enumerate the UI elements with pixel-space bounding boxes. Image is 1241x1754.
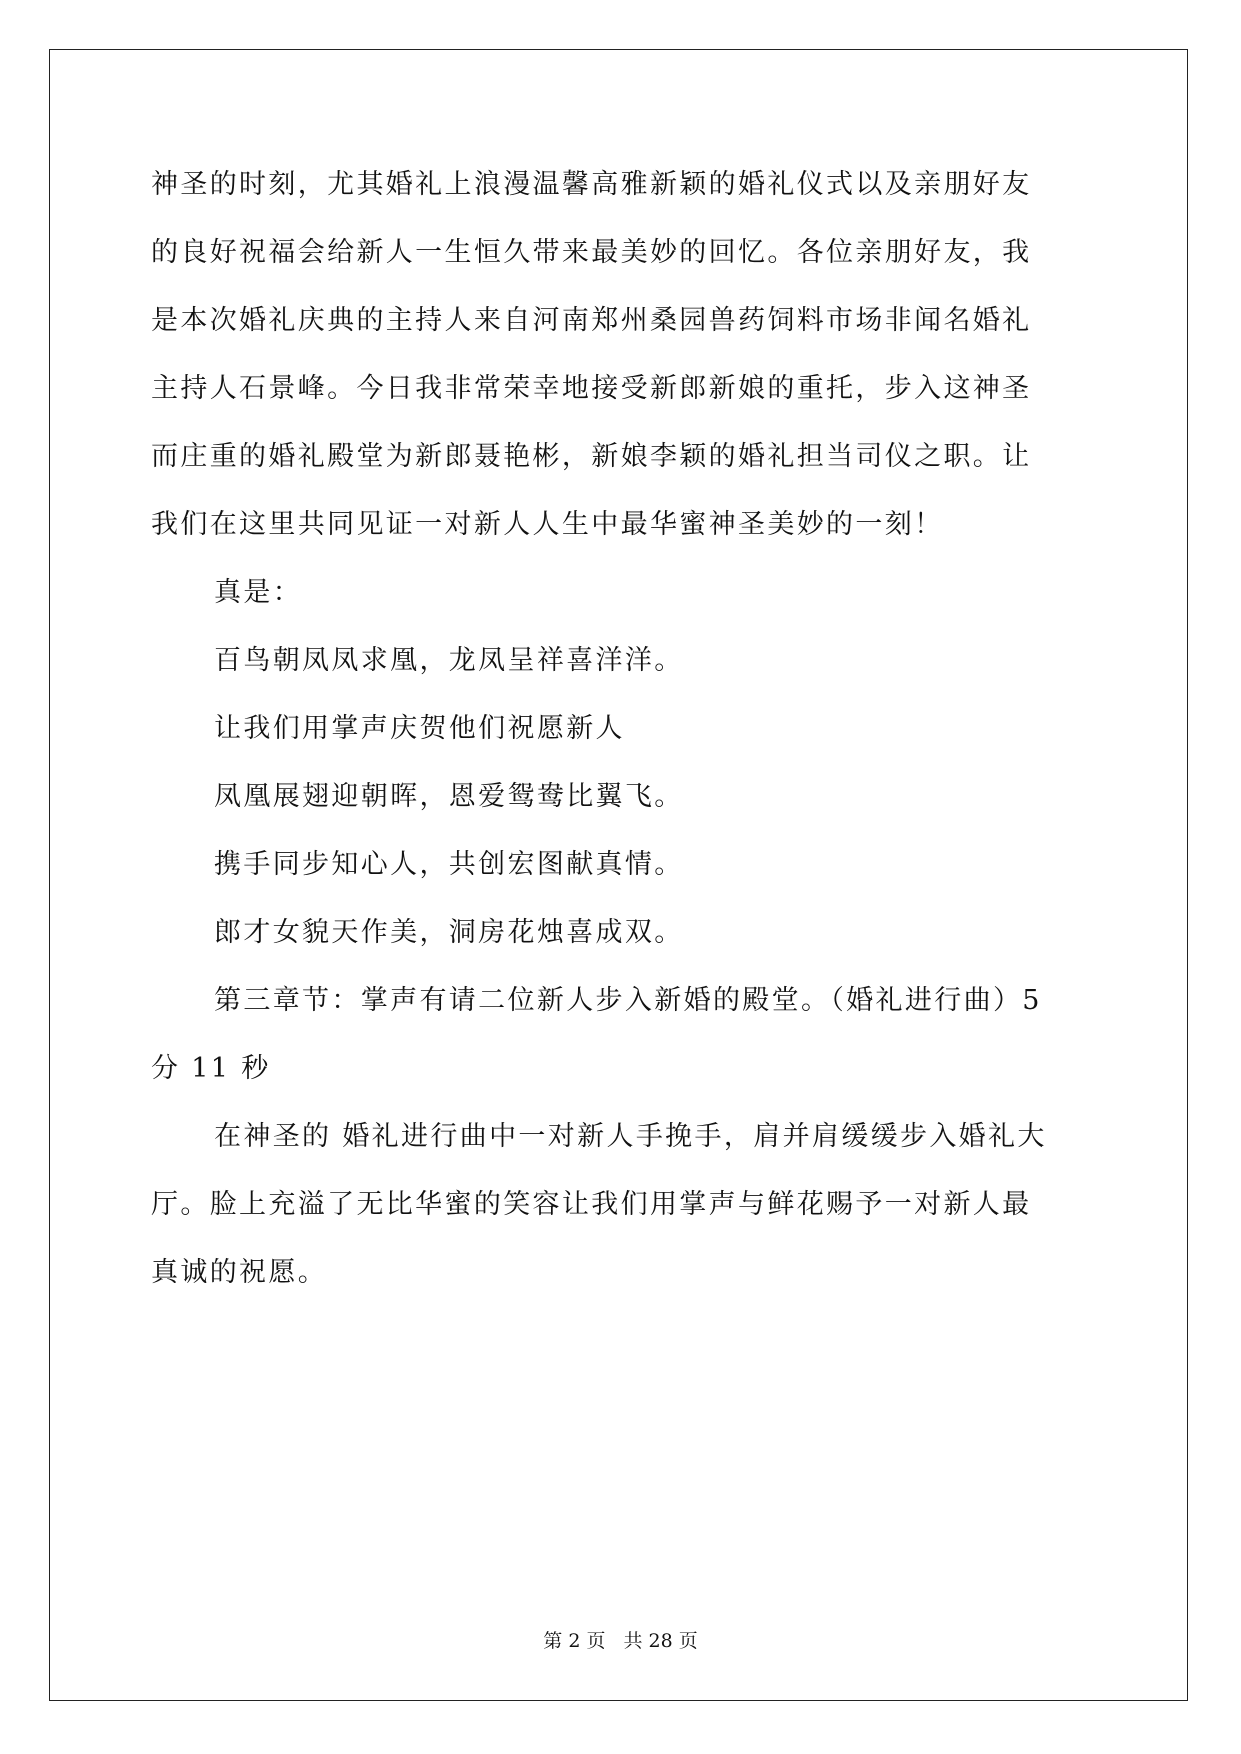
body-line: 让我们用掌声庆贺他们祝愿新人 (214, 713, 625, 744)
poem-line: 郎才女貌天作美，洞房花烛喜成双。 (214, 917, 684, 948)
poem-line: 百鸟朝凤凤求凰，龙凤呈祥喜洋洋。 (214, 645, 684, 676)
body-line: 我们在这里共同见证一对新人人生中最华蜜神圣美妙的一刻！ (151, 509, 944, 540)
poem-line: 凤凰展翅迎朝晖，恩爱鸳鸯比翼飞。 (214, 781, 684, 812)
page-total: 共 28 页 (623, 1630, 698, 1652)
section-heading: 第三章节：掌声有请二位新人步入新婚的殿堂。（婚礼进行曲）5 (214, 985, 1042, 1016)
body-line: 在神圣的 婚礼进行曲中一对新人手挽手，肩并肩缓缓步入婚礼大 (214, 1121, 1047, 1152)
body-line: 神圣的时刻，尤其婚礼上浪漫温馨高雅新颖的婚礼仪式以及亲朋好友 (151, 169, 1032, 200)
body-line: 的良好祝福会给新人一生恒久带来最美妙的回忆。各位亲朋好友，我 (151, 237, 1032, 268)
body-line: 主持人石景峰。今日我非常荣幸地接受新郎新娘的重托，步入这神圣 (151, 373, 1032, 404)
body-line: 分 11 秒 (151, 1053, 271, 1084)
page-footer (0, 1629, 1241, 1653)
poem-line: 携手同步知心人，共创宏图献真情。 (214, 849, 684, 880)
body-line: 真诚的祝愿。 (151, 1257, 328, 1288)
body-line: 是本次婚礼庆典的主持人来自河南郑州桑园兽药饲料市场非闻名婚礼 (151, 305, 1032, 336)
body-line: 厅。脸上充溢了无比华蜜的笑容让我们用掌声与鲜花赐予一对新人最 (151, 1189, 1032, 1220)
page-number: 第 2 页 (543, 1630, 606, 1652)
body-line: 而庄重的婚礼殿堂为新郎聂艳彬，新娘李颖的婚礼担当司仪之职。让 (151, 441, 1032, 472)
body-line: 真是： (214, 577, 303, 608)
